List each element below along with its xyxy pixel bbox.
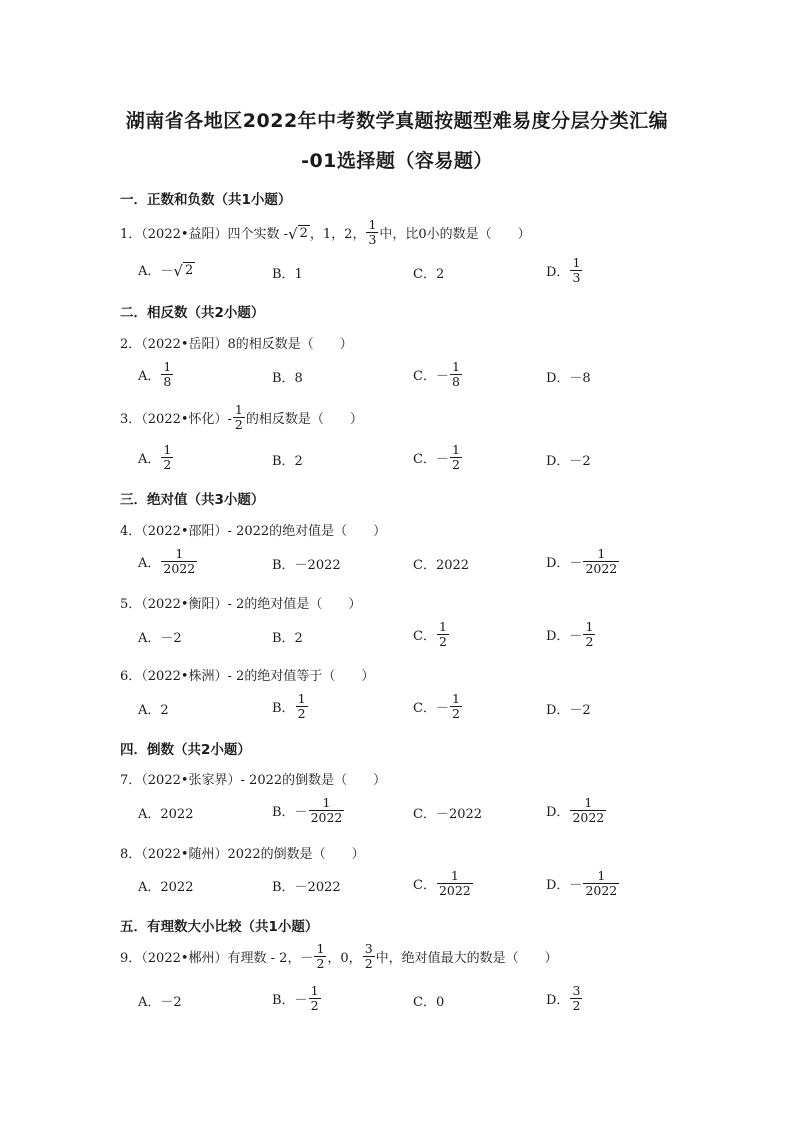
- fraction: $\frac{1}{2}$: [234, 402, 243, 432]
- question-1: 1．（2022•益阳）四个实数 - √ 2 ，1，2， $\frac{1}{3}$ 中，比0小的数是（ ）: [120, 217, 531, 247]
- option-b[interactable]: B．2: [272, 454, 303, 469]
- fraction: $\frac{1}{2}$: [438, 619, 447, 649]
- option-b[interactable]: B．1: [272, 267, 303, 282]
- option-d[interactable]: D． $\frac{1}{3}$: [546, 255, 581, 285]
- option-b[interactable]: B．－ $\frac{1}{2022}$: [272, 795, 343, 825]
- fraction: $\frac{1}{8}$: [163, 359, 172, 389]
- fraction: $\frac{1}{2022}$: [572, 795, 605, 825]
- section-heading: 三．绝对值（共3小题）: [120, 492, 265, 508]
- sqrt-expression: √ 2: [288, 224, 308, 243]
- option-c[interactable]: C．－ $\frac{1}{2}$: [413, 442, 460, 472]
- option-c[interactable]: C．－2022: [413, 807, 483, 822]
- fraction: $\frac{1}{2022}$: [438, 868, 471, 898]
- option-c[interactable]: C．0: [413, 995, 445, 1010]
- fraction: $\frac{1}{2}$: [163, 442, 172, 472]
- fraction: $\frac{1}{2}$: [585, 619, 594, 649]
- option-d[interactable]: D．－2: [546, 703, 591, 718]
- fraction: $\frac{1}{3}$: [572, 255, 581, 285]
- question-text: 9．（2022•郴州）有理数 - 2，－: [120, 951, 314, 966]
- option-d[interactable]: D． $\frac{1}{2022}$: [546, 795, 605, 825]
- option-a[interactable]: A．2: [138, 703, 169, 718]
- option-b[interactable]: B．－2022: [272, 880, 341, 895]
- option-b[interactable]: B． $\frac{1}{2}$: [272, 691, 306, 721]
- doc-title-line1: 湖南省各地区2022年中考数学真题按题型难易度分层分类汇编: [125, 110, 669, 132]
- doc-title-line2: -01选择题（容易题）: [301, 150, 493, 172]
- option-b[interactable]: B．－2022: [272, 558, 341, 573]
- section-heading: 四．倒数（共2小题）: [120, 742, 251, 758]
- option-b[interactable]: B．8: [272, 371, 303, 386]
- option-b[interactable]: B．－ $\frac{1}{2}$: [272, 983, 319, 1013]
- option-d[interactable]: D．－ $\frac{1}{2}$: [546, 619, 594, 649]
- section-heading: 一．正数和负数（共1小题）: [120, 192, 292, 208]
- fraction: $\frac{1}{2}$: [310, 983, 319, 1013]
- section-heading: 二．相反数（共2小题）: [120, 305, 265, 321]
- sqrt-expression: √ 2: [173, 261, 194, 280]
- fraction: $\frac{3}{2}$: [364, 941, 373, 971]
- option-c[interactable]: C． $\frac{1}{2}$: [413, 619, 447, 649]
- question-2: 2．（2022•岳阳）8的相反数是（ ）: [120, 337, 353, 352]
- question-8: 8．（2022•随州）2022的倒数是（ ）: [120, 847, 365, 862]
- option-d[interactable]: D．－ $\frac{1}{2022}$: [546, 546, 618, 576]
- question-4: 4．（2022•邵阳）- 2022的绝对值是（ ）: [120, 524, 387, 539]
- option-c[interactable]: C． $\frac{1}{2022}$: [413, 868, 471, 898]
- option-a[interactable]: A．－ √ 2: [138, 261, 194, 280]
- fraction: $\frac{1}{2}$: [451, 442, 460, 472]
- option-b[interactable]: B．2: [272, 631, 303, 646]
- question-5: 5．（2022•衡阳）- 2的绝对值是（ ）: [120, 597, 362, 612]
- option-c[interactable]: C．2022: [413, 558, 470, 573]
- fraction: $\frac{1}{2}$: [297, 691, 306, 721]
- option-d[interactable]: D．－ $\frac{1}{2022}$: [546, 868, 618, 898]
- option-d[interactable]: D． $\frac{3}{2}$: [546, 983, 581, 1013]
- option-c[interactable]: C．2: [413, 267, 445, 282]
- option-c[interactable]: C．－ $\frac{1}{2}$: [413, 691, 460, 721]
- question-3: 3．（2022•怀化）- $\frac{1}{2}$ 的相反数是（ ）: [120, 402, 363, 432]
- option-a[interactable]: A． $\frac{1}{2022}$: [138, 546, 196, 576]
- fraction: $\frac{1}{2022}$: [310, 795, 343, 825]
- option-a[interactable]: A．2022: [138, 807, 194, 822]
- fraction: $\frac{1}{2022}$: [585, 546, 618, 576]
- fraction: $\frac{1}{3}$: [368, 217, 377, 247]
- section-heading: 五．有理数大小比较（共1小题）: [120, 919, 319, 935]
- question-7: 7．（2022•张家界）- 2022的倒数是（ ）: [120, 773, 387, 788]
- question-6: 6．（2022•株洲）- 2的绝对值等于（ ）: [120, 669, 375, 684]
- option-a[interactable]: A．－2: [138, 995, 182, 1010]
- option-d[interactable]: D．－2: [546, 454, 591, 469]
- option-d[interactable]: D．－8: [546, 371, 591, 386]
- fraction: $\frac{1}{2022}$: [585, 868, 618, 898]
- option-a[interactable]: A．2022: [138, 880, 194, 895]
- fraction: $\frac{1}{2}$: [451, 691, 460, 721]
- question-9: 9．（2022•郴州）有理数 - 2，－ $\frac{1}{2}$ ，0， $\frac{3}{2}$ 中，绝对值最大的数是（ ）: [120, 941, 558, 971]
- fraction: $\frac{1}{2022}$: [163, 546, 196, 576]
- fraction: $\frac{1}{8}$: [451, 359, 460, 389]
- option-a[interactable]: A．－2: [138, 631, 182, 646]
- option-c[interactable]: C．－ $\frac{1}{8}$: [413, 359, 460, 389]
- option-a[interactable]: A． $\frac{1}{2}$: [138, 442, 172, 472]
- fraction: $\frac{3}{2}$: [572, 983, 581, 1013]
- option-a[interactable]: A． $\frac{1}{8}$: [138, 359, 172, 389]
- question-text: 1．（2022•益阳）四个实数 -: [120, 227, 289, 242]
- question-text: 3．（2022•怀化）-: [120, 412, 232, 427]
- fraction: $\frac{1}{2}$: [316, 941, 325, 971]
